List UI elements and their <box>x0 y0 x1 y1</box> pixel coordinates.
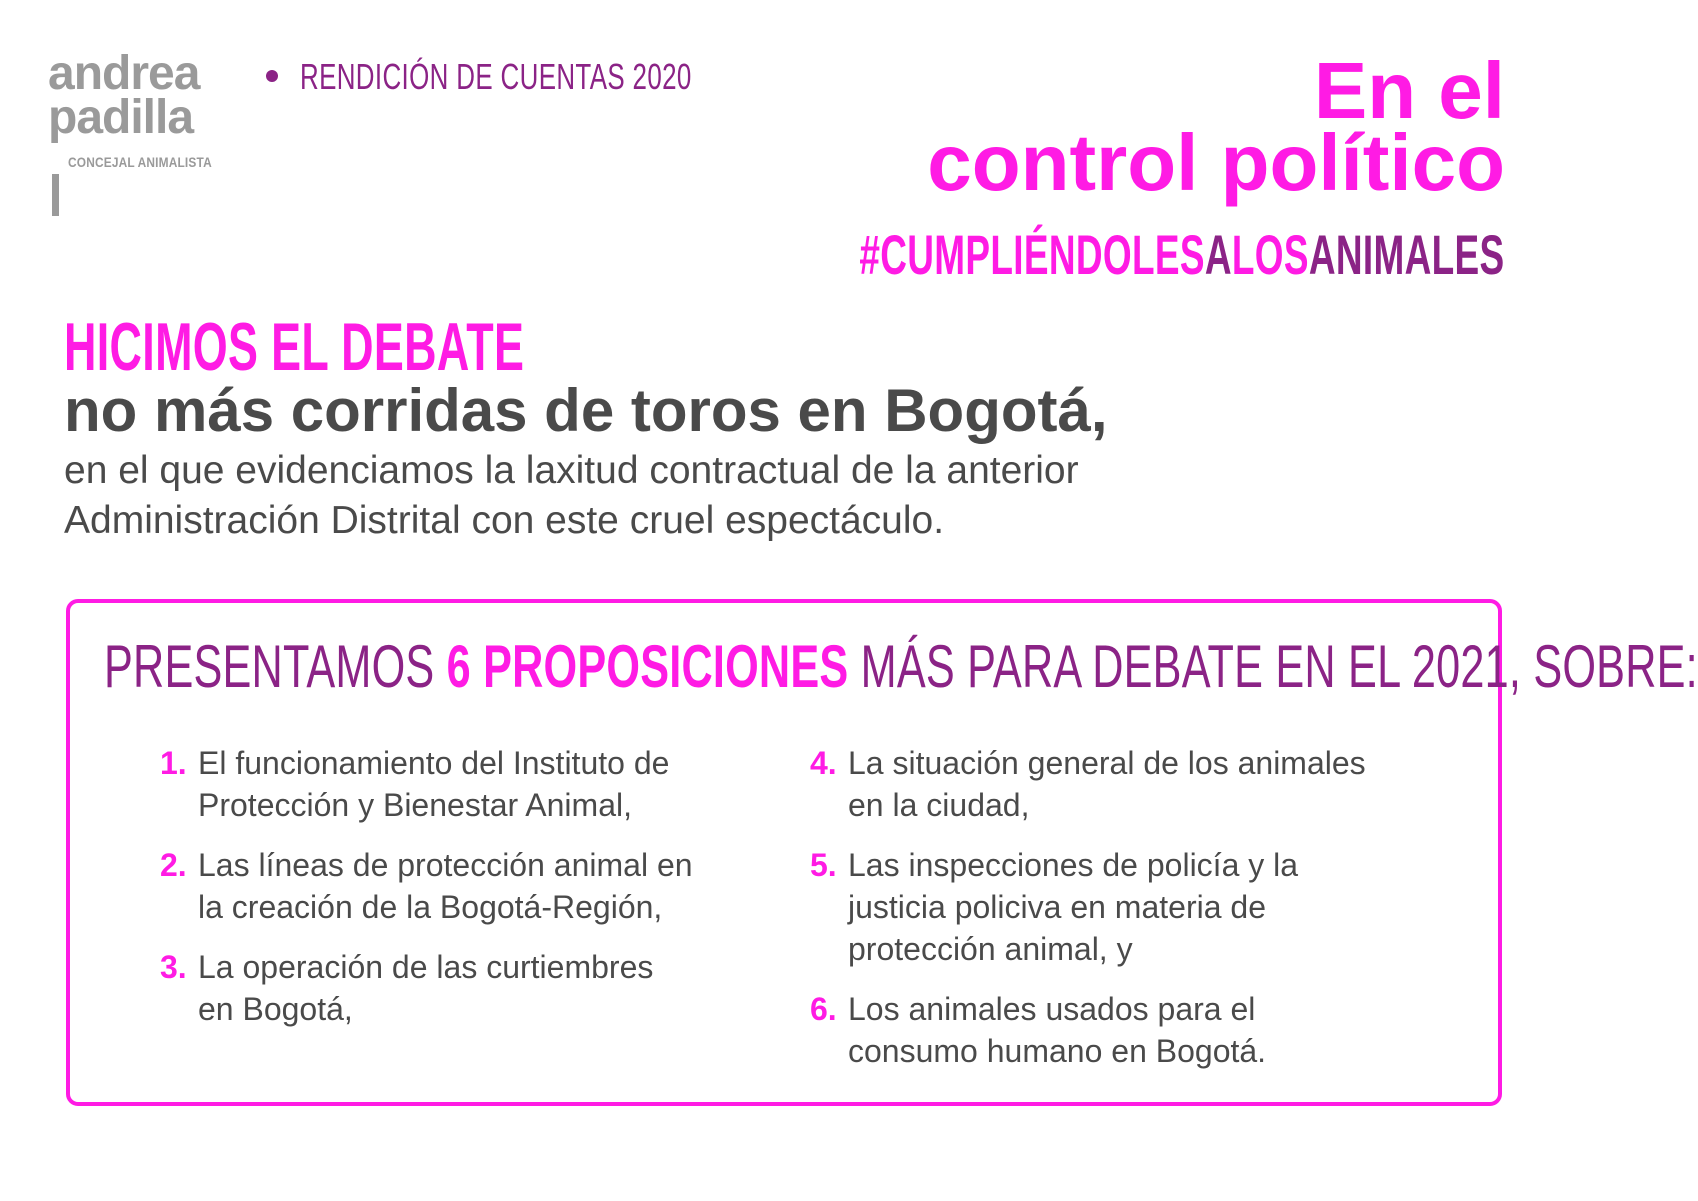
proposal-number: 5. <box>810 847 837 883</box>
proposal-line: en la ciudad, <box>848 787 1030 823</box>
proposal-number: 1. <box>160 745 187 781</box>
debate-body-line2: Administración Distrital con este cruel espectáculo. <box>64 499 945 542</box>
proposal-line: La situación general de los animales <box>848 745 1366 781</box>
logo <box>48 44 258 174</box>
hashtag-part4: ANIMALES <box>1309 223 1505 286</box>
hashtag-part2: A <box>1205 223 1233 286</box>
proposals-title-prefix: PRESENTAMOS <box>104 633 447 700</box>
logo-bar <box>52 174 59 216</box>
proposal-item-2 <box>158 844 758 928</box>
hashtag-part1: #CUMPLIÉNDOLES <box>859 223 1206 286</box>
proposal-number: 2. <box>160 847 187 883</box>
proposals-list-left <box>158 742 758 1048</box>
heading-line2: control político <box>927 118 1505 207</box>
proposal-line: en Bogotá, <box>198 991 353 1027</box>
proposal-item-5 <box>808 844 1408 970</box>
logo-first-name: andrea <box>48 47 200 100</box>
proposal-number: 3. <box>160 949 187 985</box>
proposal-line: justicia policiva en materia de <box>848 889 1266 925</box>
proposal-line: protección animal, y <box>848 931 1133 967</box>
logo-last-name: padilla <box>48 91 194 144</box>
proposal-line: El funcionamiento del Instituto de <box>198 745 670 781</box>
proposals-title <box>104 632 1698 701</box>
proposal-number: 4. <box>810 745 837 781</box>
report-title: RENDICIÓN DE CUENTAS 2020 <box>300 56 692 97</box>
proposal-item-4 <box>808 742 1408 826</box>
debate-subtitle: no más corridas de toros en Bogotá, <box>64 377 1108 444</box>
logo-tagline: CONCEJAL ANIMALISTA <box>68 154 212 170</box>
debate-title: HICIMOS EL DEBATE <box>64 309 525 385</box>
proposal-line: consumo humano en Bogotá. <box>848 1033 1267 1069</box>
proposal-line: la creación de la Bogotá-Región, <box>198 889 663 925</box>
debate-body <box>64 446 1264 546</box>
proposal-item-3 <box>158 946 758 1030</box>
bullet-dot <box>266 70 278 82</box>
proposal-number: 6. <box>810 991 837 1027</box>
debate-body-line1: en el que evidenciamos la laxitud contractual de la anterior <box>64 449 1079 492</box>
proposal-line: Las inspecciones de policía y la <box>848 847 1299 883</box>
proposal-line: Las líneas de protección animal en <box>198 847 693 883</box>
hashtag <box>860 222 1505 287</box>
proposals-title-highlight: 6 PROPOSICIONES <box>446 633 849 700</box>
heading-line1: En el <box>1313 46 1505 135</box>
proposal-item-6 <box>808 988 1408 1072</box>
proposals-list-right <box>808 742 1408 1090</box>
proposal-line: Protección y Bienestar Animal, <box>198 787 632 823</box>
proposals-title-suffix: MÁS PARA DEBATE EN EL 2021, SOBRE: <box>848 633 1698 700</box>
proposal-line: Los animales usados para el <box>848 991 1256 1027</box>
proposal-item-1 <box>158 742 758 826</box>
proposal-line: La operación de las curtiembres <box>198 949 654 985</box>
hashtag-part3: LOS <box>1232 223 1310 286</box>
